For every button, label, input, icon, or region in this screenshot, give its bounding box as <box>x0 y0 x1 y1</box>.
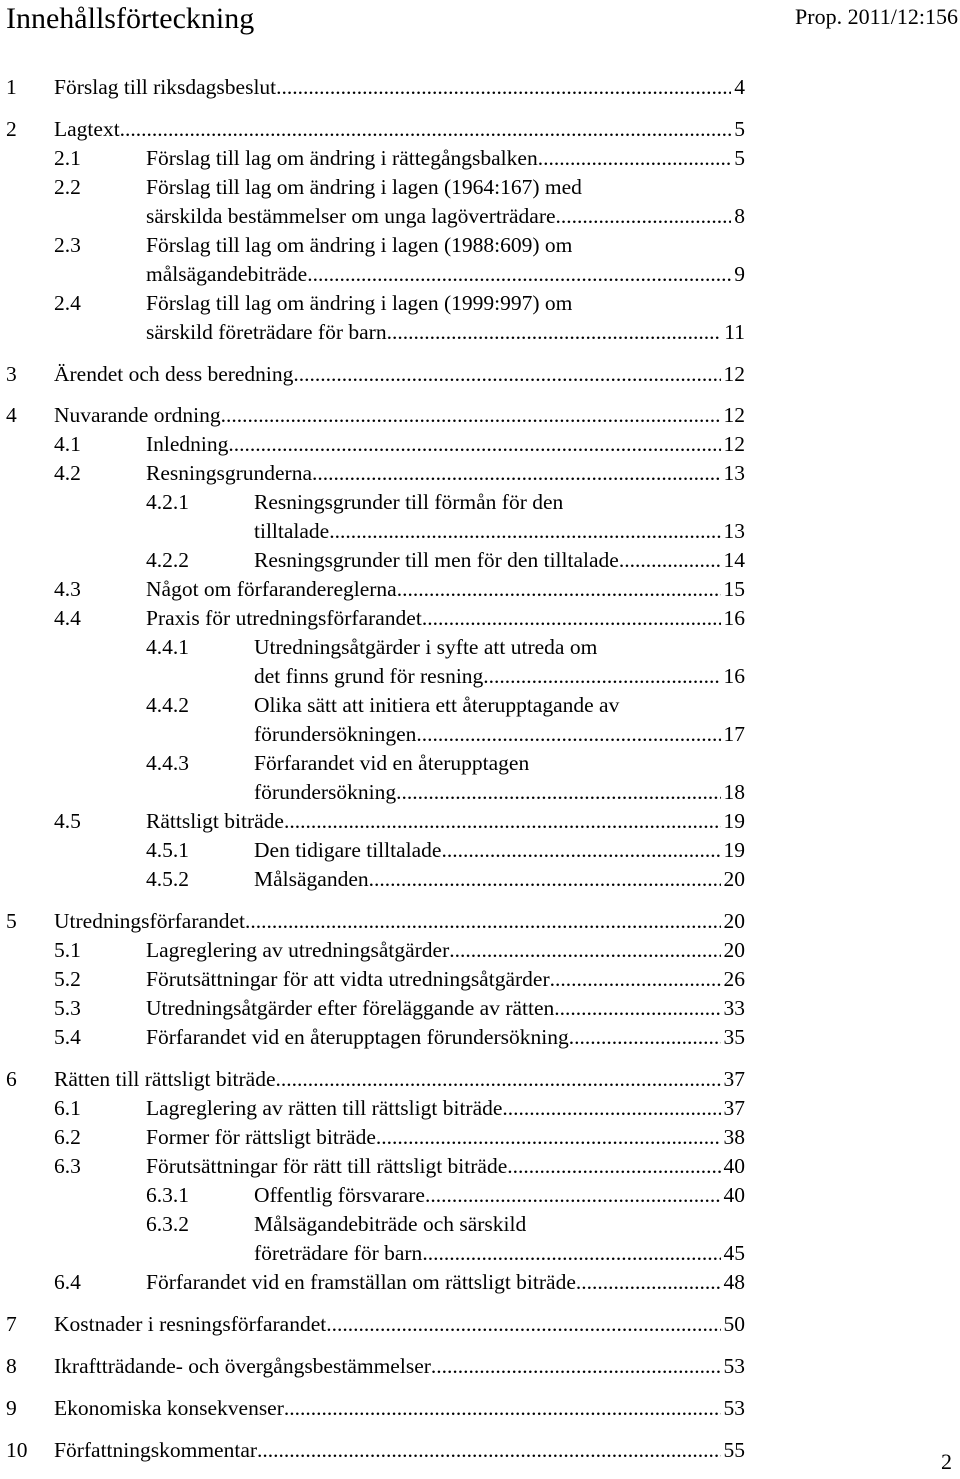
toc-entry-number: 4.1 <box>54 432 81 456</box>
toc-entry-number: 6 <box>6 1067 17 1091</box>
toc-entry-title: Praxis för utredningsförfarandet <box>146 606 422 630</box>
toc-entry-number: 2.4 <box>54 291 81 315</box>
toc-entry-title: Lagreglering av utredningsåtgärder <box>146 938 450 962</box>
dot-leader <box>502 1094 720 1123</box>
toc-entry-title: Nuvarande ordning <box>54 403 221 427</box>
dot-leader <box>369 865 721 894</box>
dot-leader <box>507 1152 720 1181</box>
toc-entry-page: 14 <box>723 548 745 572</box>
toc-entry-title: Förfarandet vid en framställan om rättsligt biträde <box>146 1270 576 1294</box>
toc-entry-number: 9 <box>6 1396 17 1420</box>
toc-entry-number: 4.5.1 <box>146 838 189 862</box>
toc-entry[interactable] <box>54 965 745 994</box>
toc-entry[interactable] <box>6 1394 745 1423</box>
toc-entry-title: målsägandebiträde <box>146 262 308 286</box>
toc-entry-title: Olika sätt att initiera ett återupptagande av <box>254 693 620 717</box>
toc-entry[interactable] <box>6 1352 745 1381</box>
dot-leader <box>576 1268 721 1297</box>
toc-entry[interactable] <box>54 173 745 202</box>
toc-entry[interactable] <box>54 231 745 260</box>
toc-entry-title: Förslag till riksdagsbeslut <box>54 75 277 99</box>
toc-entry-title: Målsägandebiträde och särskild <box>254 1212 527 1236</box>
toc-entry-title: Inledning <box>146 432 229 456</box>
toc-entry-page: 13 <box>723 519 745 543</box>
toc-entry-title: Ärendet och dess beredning <box>54 362 294 386</box>
dot-leader <box>376 1123 721 1152</box>
toc-entry[interactable] <box>146 662 745 691</box>
toc-entry-page: 20 <box>723 909 745 933</box>
toc-entry-number: 4.3 <box>54 577 81 601</box>
toc-entry-title: Ikraftträdande- och övergångsbestämmelser <box>54 1354 431 1378</box>
toc-entry-number: 2.3 <box>54 233 81 257</box>
toc-entry[interactable] <box>6 115 745 144</box>
dot-leader <box>431 1352 721 1381</box>
toc-entry[interactable] <box>6 360 745 389</box>
toc-entry-page: 38 <box>723 1125 745 1149</box>
toc-entry-number: 5.3 <box>54 996 81 1020</box>
toc-entry-number: 5.2 <box>54 967 81 991</box>
toc-entry-page: 12 <box>723 432 745 456</box>
toc-entry-number: 6.3.2 <box>146 1212 189 1236</box>
toc-entry-page: 26 <box>723 967 745 991</box>
toc-entry[interactable] <box>146 836 745 865</box>
toc-entry-title: Utredningsåtgärder i syfte att utreda om <box>254 635 598 659</box>
toc-entry-number: 4.4.2 <box>146 693 189 717</box>
dot-leader <box>284 1394 721 1423</box>
toc-entry-title: särskilda bestämmelser om unga lagöverträdare <box>146 204 556 228</box>
page-title: Innehållsförteckning <box>6 2 255 35</box>
toc-entry-title: Lagtext <box>54 117 120 141</box>
toc-entry-title: Något om förfarandereglerna <box>146 577 397 601</box>
dot-leader <box>312 459 721 488</box>
dot-leader <box>556 202 732 231</box>
toc-entry-page: 50 <box>723 1312 745 1336</box>
toc-entry[interactable] <box>54 807 745 836</box>
toc-entry-number: 10 <box>6 1438 28 1462</box>
toc-entry[interactable] <box>6 73 745 102</box>
toc-entry-number: 6.1 <box>54 1096 81 1120</box>
toc-entry-number: 5.4 <box>54 1025 81 1049</box>
toc-entry[interactable] <box>54 144 745 173</box>
toc-entry-number: 4.4 <box>54 606 81 630</box>
toc-entry-title: Resningsgrunder till men för den tilltalade <box>254 548 619 572</box>
toc-entry-title: Förutsättningar för rätt till rättsligt biträde <box>146 1154 508 1178</box>
toc-entry-page: 12 <box>723 362 745 386</box>
toc-entry-page: 12 <box>723 403 745 427</box>
toc-entry-number: 8 <box>6 1354 17 1378</box>
toc-entry[interactable] <box>6 1436 745 1465</box>
dot-leader <box>120 115 732 144</box>
toc-entry-number: 3 <box>6 362 17 386</box>
toc-entry[interactable] <box>146 1210 745 1239</box>
toc-entry-page: 33 <box>723 996 745 1020</box>
toc-entry-number: 4.2.1 <box>146 490 189 514</box>
dot-leader <box>284 807 721 836</box>
toc-entry[interactable] <box>146 691 745 720</box>
toc-entry-page: 8 <box>734 204 745 228</box>
toc-entry-title: Författningskommentar <box>54 1438 258 1462</box>
document-reference: Prop. 2011/12:156 <box>795 4 958 29</box>
page-number: 2 <box>941 1449 952 1474</box>
toc-entry-title: Rättsligt biträde <box>146 809 284 833</box>
toc-entry-title: Utredningsåtgärder efter föreläggande av rätten <box>146 996 555 1020</box>
toc-entry-page: 35 <box>723 1025 745 1049</box>
dot-leader <box>326 1310 720 1339</box>
toc-entry-number: 5.1 <box>54 938 81 962</box>
dot-leader <box>396 778 720 807</box>
toc-entry-number: 4 <box>6 403 17 427</box>
dot-leader <box>276 1065 721 1094</box>
toc-entry-title: företrädare för barn <box>254 1241 423 1265</box>
toc-entry-page: 53 <box>723 1354 745 1378</box>
toc-entry-page: 37 <box>723 1096 745 1120</box>
toc-entry-number: 6.3.1 <box>146 1183 189 1207</box>
toc-entry-title: Resningsgrunder till förmån för den <box>254 490 564 514</box>
dot-leader <box>276 73 731 102</box>
toc-entry-page: 37 <box>723 1067 745 1091</box>
toc-entry[interactable] <box>54 1094 745 1123</box>
toc-entry-title: förundersökningen <box>254 722 417 746</box>
toc-entry[interactable] <box>54 1268 745 1297</box>
dot-leader <box>425 1181 721 1210</box>
toc-entry-number: 2.2 <box>54 175 81 199</box>
toc-entry-title: Förfarandet vid en återupptagen <box>254 751 530 775</box>
dot-leader <box>441 836 720 865</box>
toc-entry-title: Offentlig försvarare <box>254 1183 425 1207</box>
toc-entry-number: 4.4.3 <box>146 751 189 775</box>
toc-entry-number: 5 <box>6 909 17 933</box>
toc-entry-page: 5 <box>734 117 745 141</box>
toc-entry-title: Förutsättningar för att vidta utredningsåtgärder <box>146 967 550 991</box>
toc-entry-page: 4 <box>734 75 745 99</box>
toc-entry-number: 6.4 <box>54 1270 81 1294</box>
toc-entry-number: 2.1 <box>54 146 81 170</box>
toc-entry-page: 48 <box>723 1270 745 1294</box>
toc-entry[interactable] <box>54 289 745 318</box>
toc-entry[interactable] <box>54 1023 745 1052</box>
toc-entry-number: 6.3 <box>54 1154 81 1178</box>
toc-entry-page: 11 <box>724 320 745 344</box>
dot-leader <box>569 1023 721 1052</box>
toc-entry-page: 5 <box>734 146 745 170</box>
toc-entry-title: särskild företrädare för barn <box>146 320 387 344</box>
toc-entry[interactable] <box>146 778 745 807</box>
toc-entry[interactable] <box>54 318 745 347</box>
dot-leader <box>619 546 721 575</box>
toc-entry-page: 20 <box>723 867 745 891</box>
toc-entry[interactable] <box>54 936 745 965</box>
toc-entry[interactable] <box>54 459 745 488</box>
toc-entry-page: 15 <box>723 577 745 601</box>
toc-entry-page: 40 <box>723 1183 745 1207</box>
dot-leader <box>307 260 731 289</box>
dot-leader <box>228 430 720 459</box>
toc-entry[interactable] <box>146 488 745 517</box>
toc-entry[interactable] <box>54 994 745 1023</box>
toc-entry-title: Förfarandet vid en återupptagen förundersökning <box>146 1025 569 1049</box>
toc-entry-page: 45 <box>723 1241 745 1265</box>
dot-leader <box>416 720 720 749</box>
toc-entry-title: Förslag till lag om ändring i lagen (1964:167) med <box>146 175 582 199</box>
toc-entry[interactable] <box>54 1152 745 1181</box>
toc-entry-page: 40 <box>723 1154 745 1178</box>
toc-entry[interactable] <box>146 546 745 575</box>
toc-entry[interactable] <box>6 1065 745 1094</box>
toc-entry-title: tilltalade <box>254 519 330 543</box>
dot-leader <box>245 907 720 936</box>
toc-entry[interactable] <box>146 720 745 749</box>
toc-entry-title: Lagreglering av rätten till rättsligt biträde <box>146 1096 503 1120</box>
dot-leader <box>397 575 721 604</box>
dot-leader <box>449 936 720 965</box>
toc-entry-title: det finns grund för resning <box>254 664 484 688</box>
toc-entry-page: 19 <box>723 838 745 862</box>
toc-entry-page: 17 <box>723 722 745 746</box>
toc-entry-page: 19 <box>723 809 745 833</box>
toc-entry-title: Målsäganden <box>254 867 369 891</box>
toc-entry[interactable] <box>146 865 745 894</box>
toc-entry-title: Kostnader i resningsförfarandet <box>54 1312 327 1336</box>
toc-entry-page: 20 <box>723 938 745 962</box>
toc-entry[interactable] <box>54 260 745 289</box>
toc-entry[interactable] <box>54 1123 745 1152</box>
toc-entry-title: Förslag till lag om ändring i lagen (1988:609) om <box>146 233 573 257</box>
toc-entry-page: 53 <box>723 1396 745 1420</box>
toc-entry-title: förundersökning <box>254 780 397 804</box>
dot-leader <box>554 994 720 1023</box>
dot-leader <box>483 662 720 691</box>
toc-entry-page: 55 <box>723 1438 745 1462</box>
dot-leader <box>257 1436 720 1465</box>
toc-entry[interactable] <box>146 1181 745 1210</box>
toc-entry-page: 13 <box>723 461 745 485</box>
toc-entry-number: 2 <box>6 117 17 141</box>
toc-entry-title: Former för rättsligt biträde <box>146 1125 376 1149</box>
toc-entry-title: Förslag till lag om ändring i rättegångsbalken <box>146 146 538 170</box>
toc-entry-page: 16 <box>723 664 745 688</box>
toc-entry-number: 1 <box>6 75 17 99</box>
dot-leader <box>293 360 720 389</box>
toc-entry-title: Utredningsförfarandet <box>54 909 246 933</box>
toc-entry-title: Rätten till rättsligt biträde <box>54 1067 276 1091</box>
dot-leader <box>550 965 721 994</box>
toc-entry-number: 6.2 <box>54 1125 81 1149</box>
toc-entry[interactable] <box>146 1239 745 1268</box>
toc-entry[interactable] <box>54 604 745 633</box>
toc-entry[interactable] <box>6 401 745 430</box>
dot-leader <box>329 517 720 546</box>
dot-leader <box>538 144 732 173</box>
toc-entry[interactable] <box>6 907 745 936</box>
toc-entry-title: Ekonomiska konsekvenser <box>54 1396 284 1420</box>
toc-entry-number: 4.2.2 <box>146 548 189 572</box>
toc-entry[interactable] <box>54 575 745 604</box>
toc-entry-page: 18 <box>723 780 745 804</box>
toc-entry-number: 4.5.2 <box>146 867 189 891</box>
dot-leader <box>387 318 722 347</box>
toc-entry-title: Förslag till lag om ändring i lagen (1999:997) om <box>146 291 573 315</box>
toc-entry[interactable] <box>54 202 745 231</box>
toc-entry-number: 7 <box>6 1312 17 1336</box>
dot-leader <box>422 604 721 633</box>
toc-entry-page: 9 <box>734 262 745 286</box>
dot-leader <box>221 401 721 430</box>
toc-entry-title: Resningsgrunderna <box>146 461 312 485</box>
toc-entry-number: 4.4.1 <box>146 635 189 659</box>
toc-entry-title: Den tidigare tilltalade <box>254 838 442 862</box>
toc-entry-number: 4.5 <box>54 809 81 833</box>
toc-entry[interactable] <box>54 430 745 459</box>
dot-leader <box>422 1239 720 1268</box>
toc-entry[interactable] <box>146 517 745 546</box>
toc-entry[interactable] <box>146 633 745 662</box>
toc-entry[interactable] <box>6 1310 745 1339</box>
toc-entry[interactable] <box>146 749 745 778</box>
toc-entry-number: 4.2 <box>54 461 81 485</box>
toc-entry-page: 16 <box>723 606 745 630</box>
